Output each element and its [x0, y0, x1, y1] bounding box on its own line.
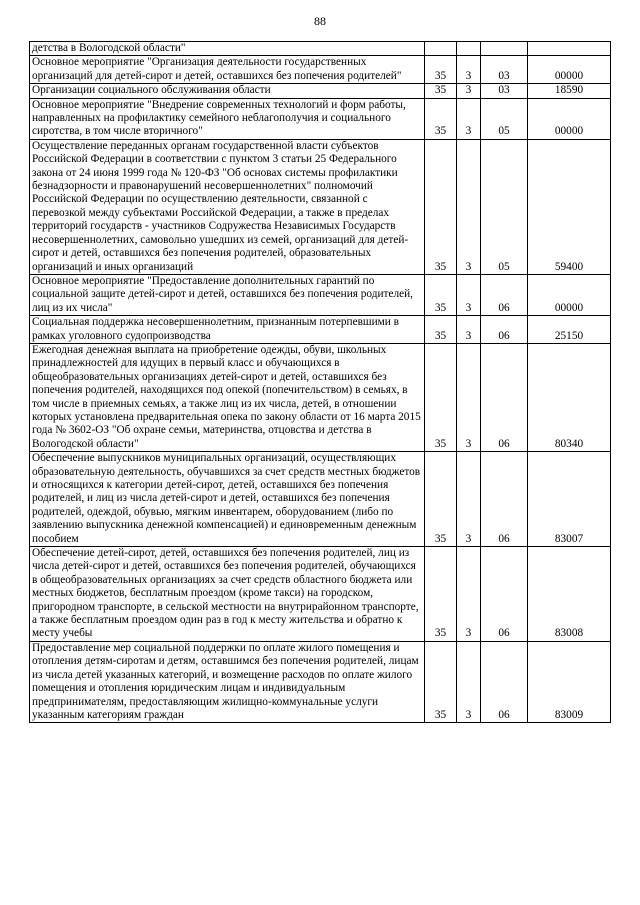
- event-code: [481, 42, 528, 56]
- row-description: Основное мероприятие "Предоставление дополнительных гарантий по социальной защите детей-сирот и детей, оставшихся без попечения родителей, лиц из их числа": [30, 274, 425, 315]
- program-code: 35: [425, 98, 457, 139]
- row-description: Основное мероприятие "Внедрение современных технологий и форм работы, направленных на профилактику семейного неблагополучия и социального сиротства, в том числе вторичного": [30, 98, 425, 139]
- event-code: 03: [481, 84, 528, 98]
- direction-code: 18590: [528, 84, 611, 98]
- table-row: [30, 84, 611, 98]
- table-row: [30, 641, 611, 722]
- event-code: 06: [481, 274, 528, 315]
- event-code: 05: [481, 98, 528, 139]
- event-code: 05: [481, 139, 528, 274]
- program-code: 35: [425, 547, 457, 642]
- page-number: 88: [314, 14, 326, 28]
- budget-classification-table: [29, 41, 611, 723]
- table-row: [30, 98, 611, 139]
- program-code: 35: [425, 139, 457, 274]
- subprogram-code: 3: [457, 98, 481, 139]
- table-row: [30, 343, 611, 451]
- direction-code: 83007: [528, 452, 611, 547]
- event-code: 06: [481, 547, 528, 642]
- table-row: [30, 452, 611, 547]
- subprogram-code: 3: [457, 316, 481, 344]
- row-description: детства в Вологодской области": [30, 42, 425, 56]
- subprogram-code: 3: [457, 139, 481, 274]
- subprogram-code: 3: [457, 641, 481, 722]
- direction-code: 00000: [528, 98, 611, 139]
- program-code: 35: [425, 56, 457, 84]
- table-row: [30, 139, 611, 274]
- subprogram-code: 3: [457, 56, 481, 84]
- row-description: Осуществление переданных органам государственной власти субъектов Российской Федерации в соответствии с пунктом 3 статьи 25 Федерального закона от 24 июня 1999 года № 120-ФЗ "Об основах системы профилактики безнадзорности и правонарушений несовершеннолетних" полномочий Российской Федерации по осуществлению деятельности, связанной с перевозкой между субъектами Российской Федерации, а также в пределах территорий государств - участников Содружества Независимых Государств несовершеннолетних, самовольно ушедших из семей, организаций для детей-сирот и детей, оставшихся без попечения родителей, образовательных организаций и иных организаций: [30, 139, 425, 274]
- program-code: 35: [425, 641, 457, 722]
- direction-code: [528, 42, 611, 56]
- subprogram-code: [457, 42, 481, 56]
- table-row: [30, 274, 611, 315]
- subprogram-code: 3: [457, 274, 481, 315]
- program-code: 35: [425, 84, 457, 98]
- program-code: 35: [425, 452, 457, 547]
- direction-code: 00000: [528, 274, 611, 315]
- direction-code: 83009: [528, 641, 611, 722]
- table-row: [30, 42, 611, 56]
- row-description: Социальная поддержка несовершеннолетним, признанным потерпевшими в рамках уголовного судопроизводства: [30, 316, 425, 344]
- subprogram-code: 3: [457, 547, 481, 642]
- program-code: [425, 42, 457, 56]
- table-row: [30, 316, 611, 344]
- event-code: 06: [481, 641, 528, 722]
- program-code: 35: [425, 343, 457, 451]
- event-code: 06: [481, 343, 528, 451]
- table-row: [30, 547, 611, 642]
- event-code: 06: [481, 452, 528, 547]
- subprogram-code: 3: [457, 452, 481, 547]
- row-description: Обеспечение выпускников муниципальных организаций, осуществляющих образовательную деятельность, обучавшихся за счет средств местных бюджетов и относящихся к категории детей-сирот, детей, оставшихся без попечения родителей, и лиц из числа детей-сирот и детей, оставшихся без попечения родителей, одеждой, обувью, мягким инвентарем, оборудованием (либо по заявлению выпускника денежной компенсацией) и единовременным денежным пособием: [30, 452, 425, 547]
- program-code: 35: [425, 274, 457, 315]
- row-description: Предоставление мер социальной поддержки по оплате жилого помещения и отопления детям-сиротам и детям, оставшимся без попечения родителей, лицам из числа детей указанных категорий, и возмещение расходов по оплате жилого помещения и отопления юридическим лицам и индивидуальным предпринимателям, предоставляющим жилищно-коммунальные услуги указанным категориям граждан: [30, 641, 425, 722]
- row-description: Организации социального обслуживания области: [30, 84, 425, 98]
- direction-code: 25150: [528, 316, 611, 344]
- direction-code: 80340: [528, 343, 611, 451]
- row-description: Обеспечение детей-сирот, детей, оставшихся без попечения родителей, лиц из числа детей-сирот и детей, оставшихся без попечения родителей, обучающихся в общеобразовательных организациях за счет средств областного бюджета или местных бюджетов, бесплатным проездом (кроме такси) на городском, пригородном транспорте, в сельской местности на внутрирайонном транспорте, а также бесплатным проездом один раз в год к месту жительства и обратно к месту учебы: [30, 547, 425, 642]
- table-row: [30, 56, 611, 84]
- direction-code: 59400: [528, 139, 611, 274]
- subprogram-code: 3: [457, 343, 481, 451]
- direction-code: 00000: [528, 56, 611, 84]
- direction-code: 83008: [528, 547, 611, 642]
- event-code: 03: [481, 56, 528, 84]
- event-code: 06: [481, 316, 528, 344]
- row-description: Ежегодная денежная выплата на приобретение одежды, обуви, школьных принадлежностей для идущих в первый класс и обучающихся в общеобразовательных организациях детей-сирот и детей, оставшихся без попечения родителей, находящихся под опекой (попечительством) в семьях, в том числе в приемных семьях, а также лиц из их числа, детей, в отношении которых установлена предварительная опека по закону области от 16 марта 2015 года № 3602-ОЗ "Об охране семьи, материнства, отцовства и детства в Вологодской области": [30, 343, 425, 451]
- subprogram-code: 3: [457, 84, 481, 98]
- row-description: Основное мероприятие "Организация деятельности государственных организаций для детей-сирот и детей, оставшихся без попечения родителей": [30, 56, 425, 84]
- program-code: 35: [425, 316, 457, 344]
